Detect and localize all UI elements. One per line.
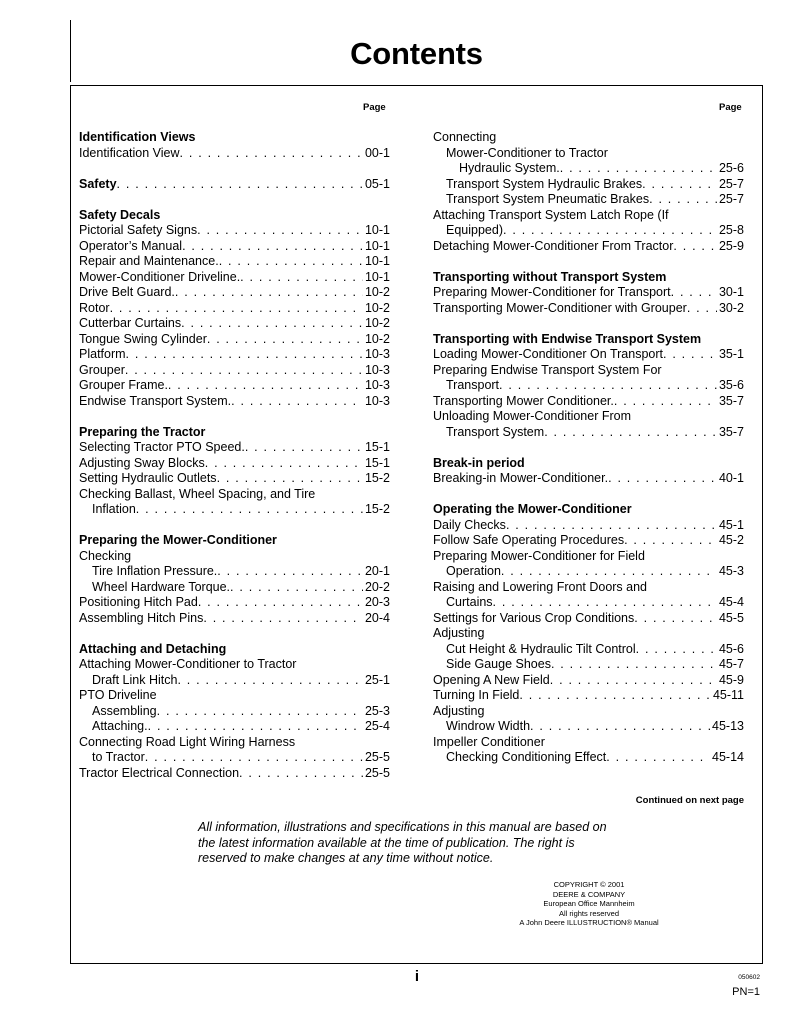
toc-entry[interactable] <box>79 301 390 317</box>
document-code: 050602 <box>738 974 760 981</box>
entry-title: Assembling <box>92 703 157 718</box>
entry-title: Mower-Conditioner Driveline. <box>79 269 241 284</box>
dot-leader <box>217 564 363 580</box>
dot-leader <box>136 502 363 518</box>
entry-title: Settings for Various Crop Conditions <box>433 610 635 625</box>
dot-leader <box>687 301 717 317</box>
entry-title: Windrow Width <box>446 719 531 733</box>
copyright-line: All rights reserved <box>558 908 620 918</box>
toc-subheading <box>433 580 744 596</box>
subheading-text: Unloading Mower-Conditioner From <box>433 409 631 423</box>
entry-title: Turning In Field <box>433 688 520 702</box>
entry-title: Endwise Transport System. <box>79 393 232 408</box>
dot-leader <box>217 471 363 487</box>
section-heading-text: Preparing the Tractor <box>79 424 206 439</box>
entry-page-number: 20-4 <box>364 610 390 625</box>
toc-entry[interactable] <box>79 146 390 162</box>
subheading-text: Raising and Lowering Front Doors and <box>433 579 648 594</box>
subheading-text: PTO Driveline <box>79 688 157 702</box>
entry-title: Draft Link Hitch <box>92 672 178 687</box>
subheading-text: Adjusting <box>433 703 485 718</box>
entry-title: Safety <box>79 176 117 191</box>
entry-page-number: 10-1 <box>364 223 390 237</box>
disclaimer-line: the latest information available at the time of publication. The right is <box>198 835 575 850</box>
toc-entry[interactable] <box>79 673 390 689</box>
toc-entry[interactable] <box>79 580 390 596</box>
toc-subheading <box>433 626 744 642</box>
toc-entry[interactable] <box>79 564 390 580</box>
toc-section-heading <box>433 456 744 472</box>
dot-leader <box>157 704 363 720</box>
dot-leader <box>671 285 717 301</box>
toc-subheading <box>79 487 390 503</box>
toc-entry[interactable] <box>79 611 390 627</box>
page-column-header-left: Page <box>363 102 386 113</box>
entry-page-number: 10-1 <box>364 254 390 268</box>
entry-title: Identification View <box>79 145 180 160</box>
entry-title: Hydraulic System. <box>459 161 560 175</box>
dot-leader <box>168 378 363 394</box>
toc-entry[interactable] <box>79 704 390 720</box>
dot-leader <box>499 378 717 394</box>
spacer <box>79 161 390 177</box>
dot-leader <box>148 719 363 735</box>
toc-entry[interactable] <box>433 425 744 441</box>
toc-subheading <box>433 130 744 146</box>
entry-page-number: 20-2 <box>364 579 390 594</box>
disclaimer <box>198 820 628 867</box>
toc-entry[interactable] <box>433 642 744 658</box>
entry-title: Wheel Hardware Torque. <box>92 579 231 594</box>
toc-entry[interactable] <box>433 285 744 301</box>
entry-page-number: 45-9 <box>718 672 744 687</box>
entry-title: Operation <box>446 564 501 578</box>
dot-leader <box>663 347 717 363</box>
toc-entry[interactable] <box>433 688 744 704</box>
entry-page-number: 45-4 <box>718 595 744 609</box>
entry-title: Cut Height & Hydraulic Tilt Control <box>446 641 636 656</box>
dot-leader <box>219 254 363 270</box>
subheading-text: Attaching Transport System Latch Rope (If <box>433 207 669 222</box>
entry-page-number: 15-1 <box>364 440 390 454</box>
entry-title: Transport System Hydraulic Brakes <box>446 176 643 191</box>
toc-entry[interactable] <box>433 394 744 410</box>
toc-entry[interactable] <box>79 239 390 255</box>
entry-page-number: 45-5 <box>718 610 744 625</box>
entry-title: Platform <box>79 347 126 361</box>
toc-subheading <box>79 549 390 565</box>
entry-title: Selecting Tractor PTO Speed. <box>79 440 245 454</box>
entry-page-number: 10-3 <box>364 362 390 377</box>
subheading-text: Preparing Endwise Transport System For <box>433 362 662 377</box>
toc-entry[interactable] <box>79 347 390 363</box>
entry-title: Transport <box>446 378 500 392</box>
entry-page-number: 10-2 <box>364 316 390 330</box>
dot-leader <box>205 456 363 472</box>
toc-subheading <box>433 146 744 162</box>
dot-leader <box>117 177 363 193</box>
entry-title: Tire Inflation Pressure. <box>92 564 218 578</box>
toc-right-column <box>433 130 744 766</box>
entry-title: Tractor Electrical Connection <box>79 765 240 780</box>
subheading-text: Connecting Road Light Wiring Harness <box>79 734 296 749</box>
entry-page-number: 25-5 <box>364 765 390 780</box>
page-title: Contents <box>350 36 483 71</box>
dot-leader <box>207 332 363 348</box>
dot-leader <box>636 642 717 658</box>
entry-page-number: 25-7 <box>718 176 744 191</box>
dot-leader <box>493 595 717 611</box>
toc-entry[interactable] <box>433 533 744 549</box>
spacer <box>433 487 744 503</box>
entry-page-number: 15-2 <box>364 471 390 485</box>
toc-subheading <box>433 208 744 224</box>
toc-entry[interactable] <box>79 332 390 348</box>
entry-title: Opening A New Field <box>433 672 550 687</box>
toc-entry[interactable] <box>433 239 744 255</box>
entry-title: Curtains <box>446 595 493 609</box>
toc-subheading <box>433 409 744 425</box>
dot-leader <box>501 564 717 580</box>
entry-title: Transport System Pneumatic Brakes <box>446 192 650 206</box>
subheading-text: Attaching Mower-Conditioner to Tractor <box>79 657 297 671</box>
dot-leader <box>239 766 363 782</box>
entry-page-number: 25-4 <box>364 719 390 733</box>
toc-subheading <box>79 688 390 704</box>
spacer <box>79 518 390 534</box>
entry-title: Inflation <box>92 502 136 516</box>
entry-page-number: 35-7 <box>718 393 744 408</box>
spacer <box>79 626 390 642</box>
toc-entry[interactable] <box>79 223 390 239</box>
toc-entry[interactable] <box>433 673 744 689</box>
copyright-line: DEERE & COMPANY <box>552 889 626 899</box>
entry-page-number: 25-7 <box>718 192 744 206</box>
dot-leader <box>506 518 717 534</box>
entry-title: Adjusting Sway Blocks <box>79 455 205 470</box>
toc-entry[interactable] <box>433 161 744 177</box>
entry-title: Cutterbar Curtains <box>79 316 182 330</box>
toc-entry[interactable] <box>433 595 744 611</box>
entry-title: Side Gauge Shoes <box>446 657 551 671</box>
entry-title: Detaching Mower-Conditioner From Tractor <box>433 238 674 253</box>
dot-leader <box>503 223 717 239</box>
section-heading-text: Safety Decals <box>79 207 161 222</box>
toc-entry[interactable] <box>433 301 744 317</box>
spacer <box>79 192 390 208</box>
entry-page-number: 10-3 <box>364 347 390 361</box>
dot-leader <box>544 425 717 441</box>
section-heading-text: Transporting without Transport System <box>433 269 667 284</box>
dot-leader <box>231 394 363 410</box>
section-heading-text: Operating the Mower-Conditioner <box>433 502 632 516</box>
subheading-text: Preparing Mower-Conditioner for Field <box>433 548 645 563</box>
entry-title: Tongue Swing Cylinder <box>79 331 207 346</box>
entry-title: Breaking-in Mower-Conditioner. <box>433 471 609 485</box>
subheading-text: Mower-Conditioner to Tractor <box>446 145 608 160</box>
entry-page-number: 25-3 <box>364 703 390 718</box>
entry-page-number: 25-6 <box>718 161 744 175</box>
toc-subheading <box>433 363 744 379</box>
entry-page-number: 25-8 <box>718 223 744 237</box>
toc-entry[interactable] <box>433 719 744 735</box>
toc-entry[interactable] <box>79 378 390 394</box>
toc-entry[interactable] <box>433 518 744 534</box>
subheading-text: Checking Ballast, Wheel Spacing, and Tire <box>79 486 316 501</box>
section-heading-text: Transporting with Endwise Transport System <box>433 331 702 346</box>
toc-entry[interactable] <box>433 177 744 193</box>
entry-title: Transporting Mower Conditioner. <box>433 393 614 408</box>
entry-title: Checking Conditioning Effect <box>446 750 607 764</box>
dot-leader <box>551 657 717 673</box>
dot-leader <box>180 146 363 162</box>
disclaimer-line: All information, illustrations and specifications in this manual are based on <box>198 820 607 834</box>
subheading-text: Checking <box>79 548 132 563</box>
entry-title: Follow Safe Operating Procedures <box>433 533 625 547</box>
entry-page-number: 45-6 <box>718 641 744 656</box>
dot-leader <box>642 177 717 193</box>
toc-entry[interactable] <box>79 254 390 270</box>
toc-entry[interactable] <box>79 285 390 301</box>
toc-entry[interactable] <box>433 564 744 580</box>
entry-title: Pictorial Safety Signs <box>79 223 198 237</box>
spacer <box>433 316 744 332</box>
entry-page-number: 10-3 <box>364 378 390 392</box>
entry-page-number: 30-1 <box>718 285 744 299</box>
dot-leader <box>606 750 710 766</box>
dot-leader <box>624 533 717 549</box>
entry-page-number: 20-1 <box>364 564 390 578</box>
entry-page-number: 10-1 <box>364 269 390 284</box>
continued-note: Continued on next page <box>635 795 744 806</box>
toc-entry[interactable] <box>79 471 390 487</box>
entry-page-number: 35-1 <box>718 347 744 361</box>
toc-entry[interactable] <box>433 750 744 766</box>
entry-title: Drive Belt Guard. <box>79 285 175 299</box>
section-heading-text: Break-in period <box>433 455 525 470</box>
entry-page-number: 35-7 <box>718 424 744 439</box>
page-number: i <box>414 968 420 985</box>
entry-page-number: 25-9 <box>718 238 744 253</box>
dot-leader <box>198 595 363 611</box>
section-heading-text: Preparing the Mower-Conditioner <box>79 533 277 547</box>
toc-section-heading <box>79 208 390 224</box>
subheading-text: Adjusting <box>433 626 485 640</box>
dot-leader <box>177 673 363 689</box>
toc-section-heading <box>79 642 390 658</box>
toc-entry[interactable] <box>433 192 744 208</box>
copyright-block <box>500 880 678 928</box>
dot-leader <box>519 688 711 704</box>
toc-entry[interactable] <box>79 750 390 766</box>
entry-title: Grouper Frame. <box>79 378 168 392</box>
toc-subheading <box>433 735 744 751</box>
spacer <box>433 254 744 270</box>
entry-page-number: 40-1 <box>718 471 744 485</box>
dot-leader <box>673 239 717 255</box>
toc-entry[interactable] <box>79 766 390 782</box>
entry-page-number: 25-5 <box>364 750 390 764</box>
entry-page-number: 45-11 <box>712 688 744 702</box>
entry-title: Operator’s Manual <box>79 238 183 253</box>
toc-section-heading <box>433 502 744 518</box>
page-column-header-right: Page <box>719 102 742 113</box>
pn-label: PN=1 <box>732 986 760 998</box>
dot-leader <box>175 285 363 301</box>
entry-title: Assembling Hitch Pins <box>79 610 204 625</box>
toc-section-heading <box>433 332 744 348</box>
dot-leader <box>182 239 363 255</box>
toc-entry[interactable] <box>433 378 744 394</box>
dot-leader <box>240 270 363 286</box>
dot-leader <box>125 363 363 379</box>
toc-subheading <box>79 657 390 673</box>
dot-leader <box>197 223 363 239</box>
toc-entry[interactable] <box>79 719 390 735</box>
entry-title: Transporting Mower-Conditioner with Grouper <box>433 300 687 315</box>
entry-page-number: 20-3 <box>364 595 390 609</box>
toc-entry[interactable] <box>79 595 390 611</box>
entry-title: Loading Mower-Conditioner On Transport <box>433 347 663 361</box>
toc-subheading <box>433 549 744 565</box>
spacer <box>79 409 390 425</box>
toc-entry[interactable] <box>79 177 390 193</box>
spacer <box>433 440 744 456</box>
dot-leader <box>614 394 717 410</box>
dot-leader <box>203 611 363 627</box>
toc-entry[interactable] <box>79 316 390 332</box>
entry-title: Rotor <box>79 300 110 315</box>
entry-title: Preparing Mower-Conditioner for Transport <box>433 285 671 299</box>
section-heading-text: Identification Views <box>79 130 196 144</box>
dot-leader <box>110 301 363 317</box>
dot-leader <box>145 750 363 766</box>
entry-page-number: 15-1 <box>364 455 390 470</box>
entry-title: Daily Checks <box>433 517 506 532</box>
entry-page-number: 15-2 <box>364 502 390 516</box>
dot-leader <box>530 719 710 735</box>
dot-leader <box>634 611 717 627</box>
entry-page-number: 45-7 <box>718 657 744 671</box>
toc-entry[interactable] <box>433 347 744 363</box>
entry-page-number: 10-2 <box>364 285 390 299</box>
toc-entry[interactable] <box>79 456 390 472</box>
toc-section-heading <box>433 270 744 286</box>
toc-entry[interactable] <box>79 363 390 379</box>
copyright-line: European Office Mannheim <box>543 899 635 908</box>
entry-title: Setting Hydraulic Outlets <box>79 471 217 485</box>
toc-entry[interactable] <box>433 471 744 487</box>
entry-page-number: 45-2 <box>718 533 744 547</box>
toc-subheading <box>79 735 390 751</box>
copyright-line: A John Deere ILLUSTRUCTION® Manual <box>519 918 659 927</box>
toc-left-column <box>79 130 390 781</box>
entry-page-number: 00-1 <box>364 145 390 160</box>
disclaimer-line: reserved to make changes at any time without notice. <box>198 851 494 865</box>
toc-section-heading <box>79 533 390 549</box>
toc-entry[interactable] <box>79 394 390 410</box>
entry-title: Repair and Maintenance. <box>79 254 219 268</box>
dot-leader <box>230 580 363 596</box>
entry-page-number: 45-14 <box>712 750 744 764</box>
entry-title: Attaching. <box>92 719 148 733</box>
toc-entry[interactable] <box>433 223 744 239</box>
dot-leader <box>126 347 363 363</box>
entry-page-number: 25-1 <box>364 672 390 687</box>
toc-entry[interactable] <box>79 502 390 518</box>
entry-page-number: 45-3 <box>718 564 744 578</box>
dot-leader <box>181 316 363 332</box>
entry-page-number: 10-1 <box>364 238 390 253</box>
dot-leader <box>245 440 363 456</box>
toc-section-heading <box>79 425 390 441</box>
entry-page-number: 45-13 <box>712 719 744 733</box>
dot-leader <box>608 471 717 487</box>
dot-leader <box>649 192 717 208</box>
entry-page-number: 35-6 <box>718 378 744 392</box>
entry-title: Equipped) <box>446 223 503 237</box>
entry-page-number: 05-1 <box>364 176 390 191</box>
entry-title: Transport System <box>446 424 545 439</box>
copyright-line: COPYRIGHT © 2001 <box>553 880 625 889</box>
dot-leader <box>550 673 717 689</box>
subheading-text: Connecting <box>433 130 497 144</box>
entry-page-number: 30-2 <box>718 300 744 315</box>
entry-title: Grouper <box>79 362 125 377</box>
entry-page-number: 45-1 <box>718 517 744 532</box>
entry-page-number: 10-2 <box>364 300 390 315</box>
toc-entry[interactable] <box>79 270 390 286</box>
subheading-text: Impeller Conditioner <box>433 734 545 749</box>
section-heading-text: Attaching and Detaching <box>79 641 227 656</box>
dot-leader <box>560 161 717 177</box>
entry-title: to Tractor <box>92 750 145 764</box>
toc-entry[interactable] <box>433 611 744 627</box>
entry-title: Positioning Hitch Pad <box>79 595 198 609</box>
toc-subheading <box>433 704 744 720</box>
toc-section-heading <box>79 130 390 146</box>
entry-page-number: 10-3 <box>364 393 390 408</box>
entry-page-number: 10-2 <box>364 331 390 346</box>
toc-entry[interactable] <box>79 440 390 456</box>
toc-entry[interactable] <box>433 657 744 673</box>
